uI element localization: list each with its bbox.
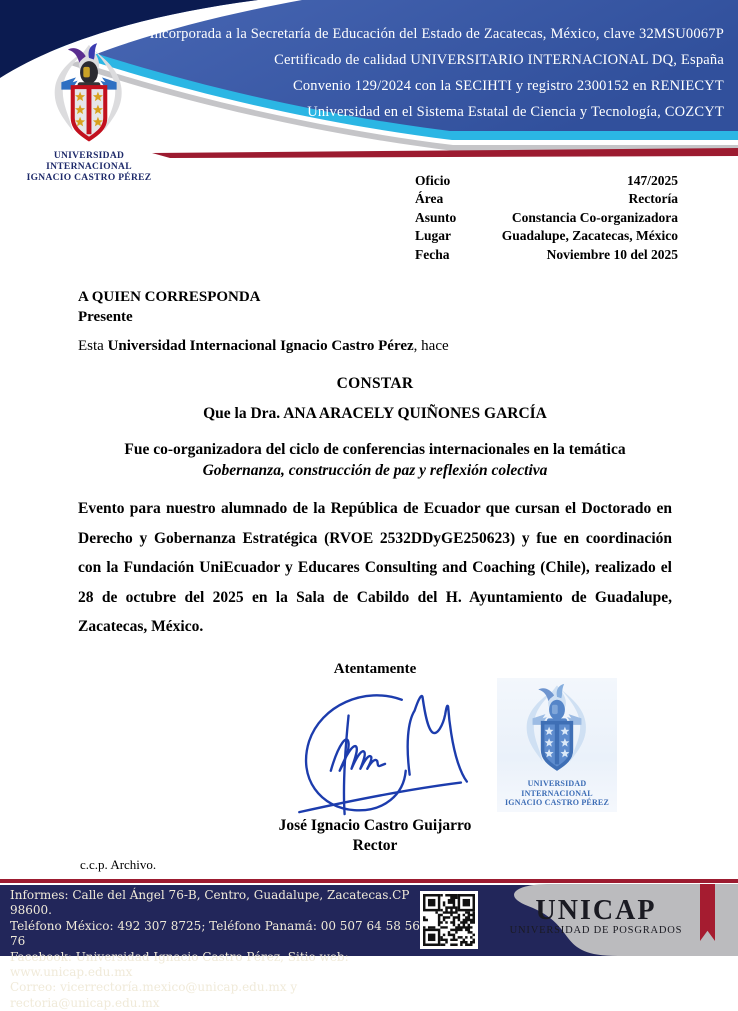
university-name: UNIVERSIDAD INTERNACIONAL IGNACIO CASTRO PÉREZ — [26, 151, 152, 183]
recipient-line: A QUIEN CORRESPONDA — [78, 289, 261, 305]
awardee-line: Que la Dra. ANA ARACELY QUIÑONES GARCÍA — [203, 405, 547, 422]
university-crest-icon — [30, 40, 148, 144]
meta-row — [415, 172, 678, 190]
meta-label: Fecha — [415, 246, 450, 262]
cc-note: c.c.p. Archivo. — [80, 857, 157, 872]
watermark-name: UNIVERSIDAD INTERNACIONAL IGNACIO CASTRO PÉREZ — [504, 779, 609, 807]
signer-block — [78, 816, 672, 855]
meta-row — [415, 209, 678, 227]
document-meta — [415, 172, 678, 264]
signer-title: Rector — [352, 836, 398, 854]
meta-row — [415, 246, 678, 264]
banner-line: Certificado de calidad UNIVERSITARIO INTERNACIONAL DQ, España — [274, 52, 724, 68]
body-paragraph: Evento para nuestro alumnado de la República de Ecuador que cursan el Doctorado en Derecho y Gobernanza Estratégica (RVOE 2532DDyGE250623) y fue en coordinación con la Fundación UniEcuador y Educares Consulting and Coaching (Chile), realizado el 28 de octubre del 2025 en la Sala de Cabildo del H. Ayuntamiento de Guadalupe, Zacatecas, México. — [78, 500, 672, 635]
meta-value: Guadalupe, Zacatecas, México — [501, 228, 678, 244]
watermark-seal — [497, 678, 617, 812]
banner-line: Incorporada a la Secretaría de Educación del Estado de Zacatecas, México, clave 32MSU0067P — [149, 26, 724, 42]
meta-label: Oficio — [415, 173, 451, 188]
handwritten-signature — [293, 684, 481, 822]
meta-label: Área — [415, 191, 444, 207]
theme-line: Gobernanza, construcción de paz y reflexión colectiva — [202, 462, 548, 479]
footer-red-line — [0, 879, 738, 883]
closing-word: Atentamente — [333, 661, 417, 677]
meta-label: Asunto — [415, 209, 457, 225]
intro-line: Esta Universidad Internacional Ignacio Castro Pérez, hace — [78, 338, 449, 354]
university-name-inline: Universidad Internacional Ignacio Castro Pérez — [107, 338, 414, 354]
meta-value: Rectoría — [628, 191, 678, 207]
footer-line-address: Informes: Calle del Ángel 76-B, Centro, Guadalupe, Zacatecas.CP 98600. — [10, 888, 410, 918]
footer-line-web: Facebook: Universidad Ignacio Castro Pérez, Sitio web: www.unicap.edu.mx — [10, 949, 349, 980]
meta-value: Constancia Co-organizadora — [511, 209, 678, 225]
footer-line-phones: Teléfono México: 492 307 8725; Teléfono Panamá: 00 507 64 58 56 76 — [10, 918, 420, 949]
meta-value: Noviembre 10 del 2025 — [546, 246, 678, 262]
watermark-crest-icon — [505, 681, 609, 773]
recipient-block — [78, 287, 261, 327]
brand-name: UNICAP — [535, 895, 657, 926]
banner-line: Universidad en el Sistema Estatal de Ciencia y Tecnología, COZCYT — [307, 104, 724, 120]
brand-tagline: UNIVERSIDAD DE POSGRADOS — [509, 925, 683, 936]
signer-name: José Ignacio Castro Guijarro — [278, 817, 472, 834]
role-line: Fue co-organizadora del ciclo de conferencias internacionales en la temática — [124, 441, 626, 458]
constar-heading: CONSTAR — [336, 375, 414, 392]
banner-line: Convenio 129/2024 con la SECIHTI y registro 2300152 en RENIECYT — [292, 78, 724, 94]
meta-value: 147/2025 — [626, 173, 678, 188]
meta-row — [415, 227, 678, 245]
accreditation-banner — [124, 21, 724, 125]
meta-row — [415, 190, 678, 208]
footer-contact-info — [10, 888, 420, 1011]
university-logo — [8, 40, 170, 184]
footer-brand — [498, 897, 694, 936]
meta-label: Lugar — [415, 228, 452, 244]
footer-line-email: Correo: vicerrectoría.mexico@unicap.edu.mx y rectoria@unicap.edu.mx — [10, 980, 298, 1010]
recipient-line: Presente — [78, 309, 133, 325]
